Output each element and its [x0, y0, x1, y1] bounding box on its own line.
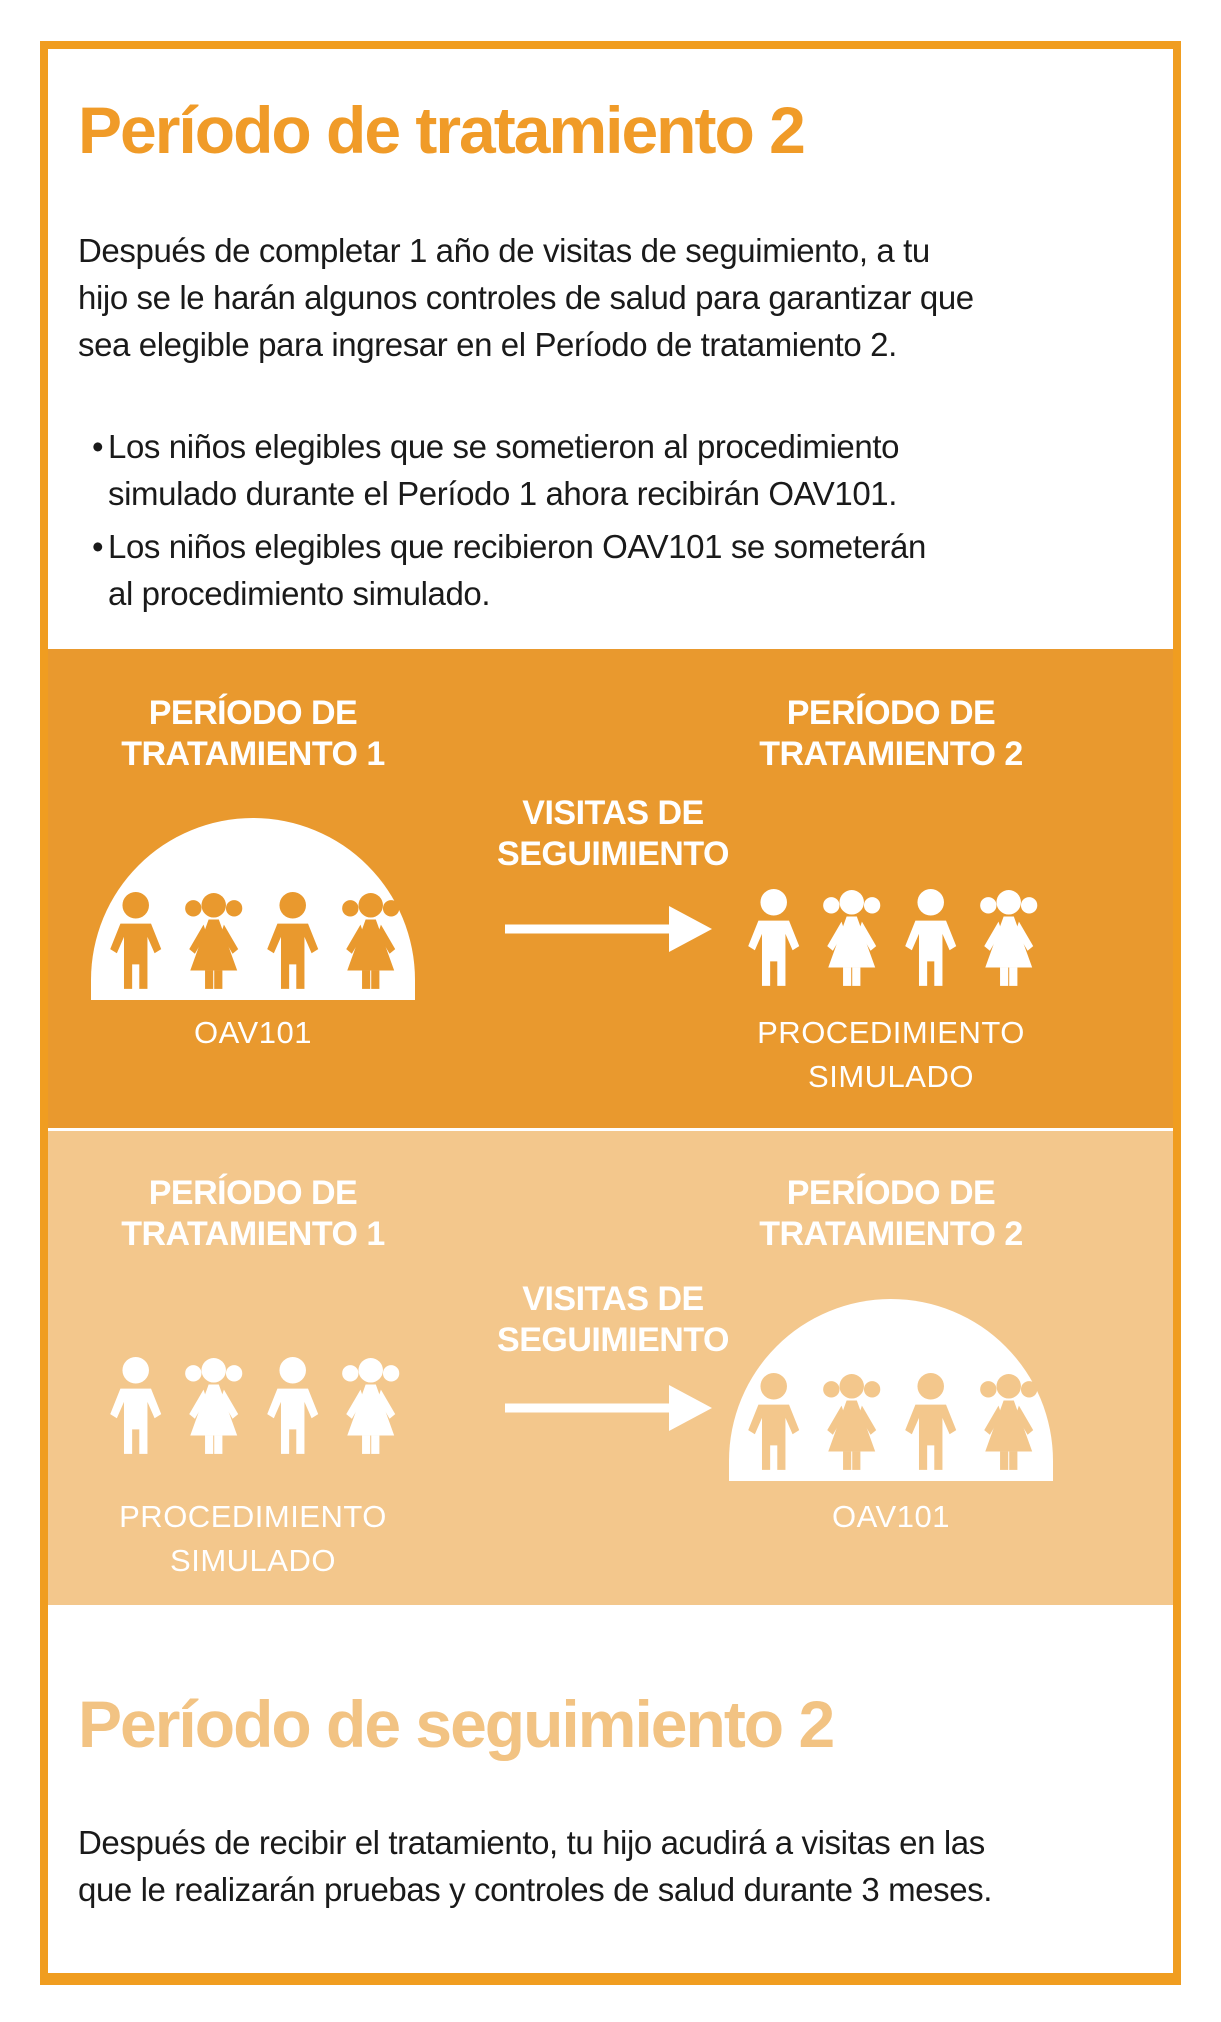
- panel-label-line: SIMULADO: [170, 1543, 336, 1578]
- panel-column-label: [48, 1495, 458, 1583]
- panel-title-line: VISITAS DE: [522, 794, 704, 832]
- intro-paragraph: [78, 227, 1137, 368]
- girl-icon: [334, 892, 407, 994]
- panel-column-title: [686, 693, 1096, 775]
- panel-column-title: [686, 1173, 1096, 1255]
- bullet-line: simulado durante el Período 1 ahora recibirán OAV101.: [108, 475, 898, 512]
- panel-title-line: SEGUIMIENTO: [497, 1321, 729, 1359]
- bullet-marker: •: [92, 428, 104, 465]
- panel-title-line: PERÍODO DE: [786, 694, 996, 732]
- girl-icon: [334, 1357, 407, 1459]
- intro-paragraph-line: hijo se le harán algunos controles de salud para garantizar que: [78, 279, 974, 316]
- boy-icon: [894, 1373, 967, 1475]
- panel-column-label: [686, 1495, 1096, 1539]
- panel-label-line: PROCEDIMIENTO: [119, 1499, 387, 1534]
- intro-section: [48, 49, 1173, 649]
- dome-shape: [91, 818, 415, 1000]
- girl-icon: [972, 889, 1045, 991]
- treatment-flow-panel-2: [48, 1131, 1173, 1605]
- bullet-marker: •: [92, 528, 104, 565]
- followup-paragraph-line: que le realizarán pruebas y controles de salud durante 3 meses.: [78, 1871, 993, 1908]
- children-group: [686, 889, 1096, 991]
- panel-label-line: PROCEDIMIENTO: [757, 1015, 1025, 1050]
- panel-title-line: PERÍODO DE: [786, 1174, 996, 1212]
- treatment-flow-panel-1: [48, 649, 1173, 1128]
- children-group: [48, 1357, 458, 1459]
- boy-icon: [256, 1357, 329, 1459]
- bullet-line: Los niños elegibles que recibieron OAV101 se someterán: [108, 528, 926, 565]
- panel-label-line: OAV101: [832, 1499, 950, 1534]
- panel-column-title: [48, 1173, 458, 1255]
- boy-icon: [99, 892, 172, 994]
- panel-title-line: PERÍODO DE: [148, 1174, 358, 1212]
- boy-icon: [737, 889, 810, 991]
- panel-title-line: TRATAMIENTO 2: [759, 735, 1023, 773]
- panel-column-label: [686, 1011, 1096, 1099]
- followup-paragraph-line: Después de recibir el tratamiento, tu hijo acudirá a visitas en las: [78, 1824, 985, 1861]
- followup-paragraph: [78, 1819, 1137, 1913]
- panel-label-line: OAV101: [194, 1015, 312, 1050]
- arrow-right-icon: [505, 906, 712, 952]
- boy-icon: [256, 892, 329, 994]
- girl-icon: [177, 892, 250, 994]
- panel-middle-title: [428, 793, 798, 875]
- followup-title: Período de seguimiento 2: [78, 1687, 834, 1761]
- girl-icon: [177, 1357, 250, 1459]
- bullet-line: al procedimiento simulado.: [108, 575, 491, 612]
- panel-label-line: SIMULADO: [808, 1059, 974, 1094]
- panel-title-line: TRATAMIENTO 2: [759, 1215, 1023, 1253]
- panel-title-line: TRATAMIENTO 1: [121, 1215, 385, 1253]
- followup-section: [48, 1605, 1173, 1973]
- bullet-text: [108, 523, 926, 617]
- boy-icon: [894, 889, 967, 991]
- panel-title-line: SEGUIMIENTO: [497, 835, 729, 873]
- panel-title-line: PERÍODO DE: [148, 694, 358, 732]
- intro-paragraph-line: Después de completar 1 año de visitas de seguimiento, a tu: [78, 232, 930, 269]
- arrow-right-icon: [505, 1385, 712, 1431]
- panel-title-line: VISITAS DE: [522, 1280, 704, 1318]
- intro-paragraph-line: sea elegible para ingresar en el Período de tratamiento 2.: [78, 326, 897, 363]
- panel-title-line: TRATAMIENTO 1: [121, 735, 385, 773]
- girl-icon: [815, 1373, 888, 1475]
- panel-column-label: [48, 1011, 458, 1055]
- list-item: [78, 523, 1137, 617]
- panel-middle-title: [428, 1279, 798, 1361]
- page-frame: [40, 41, 1181, 1985]
- girl-icon: [972, 1373, 1045, 1475]
- bullet-line: Los niños elegibles que se sometieron al procedimiento: [108, 428, 900, 465]
- bullet-list: [78, 423, 1137, 617]
- children-group: [729, 1373, 1053, 1475]
- children-group: [91, 892, 415, 994]
- panel-column-title: [48, 693, 458, 775]
- bullet-text: [108, 423, 899, 517]
- boy-icon: [737, 1373, 810, 1475]
- page-title: Período de tratamiento 2: [78, 93, 804, 167]
- boy-icon: [99, 1357, 172, 1459]
- girl-icon: [815, 889, 888, 991]
- list-item: [78, 423, 1137, 517]
